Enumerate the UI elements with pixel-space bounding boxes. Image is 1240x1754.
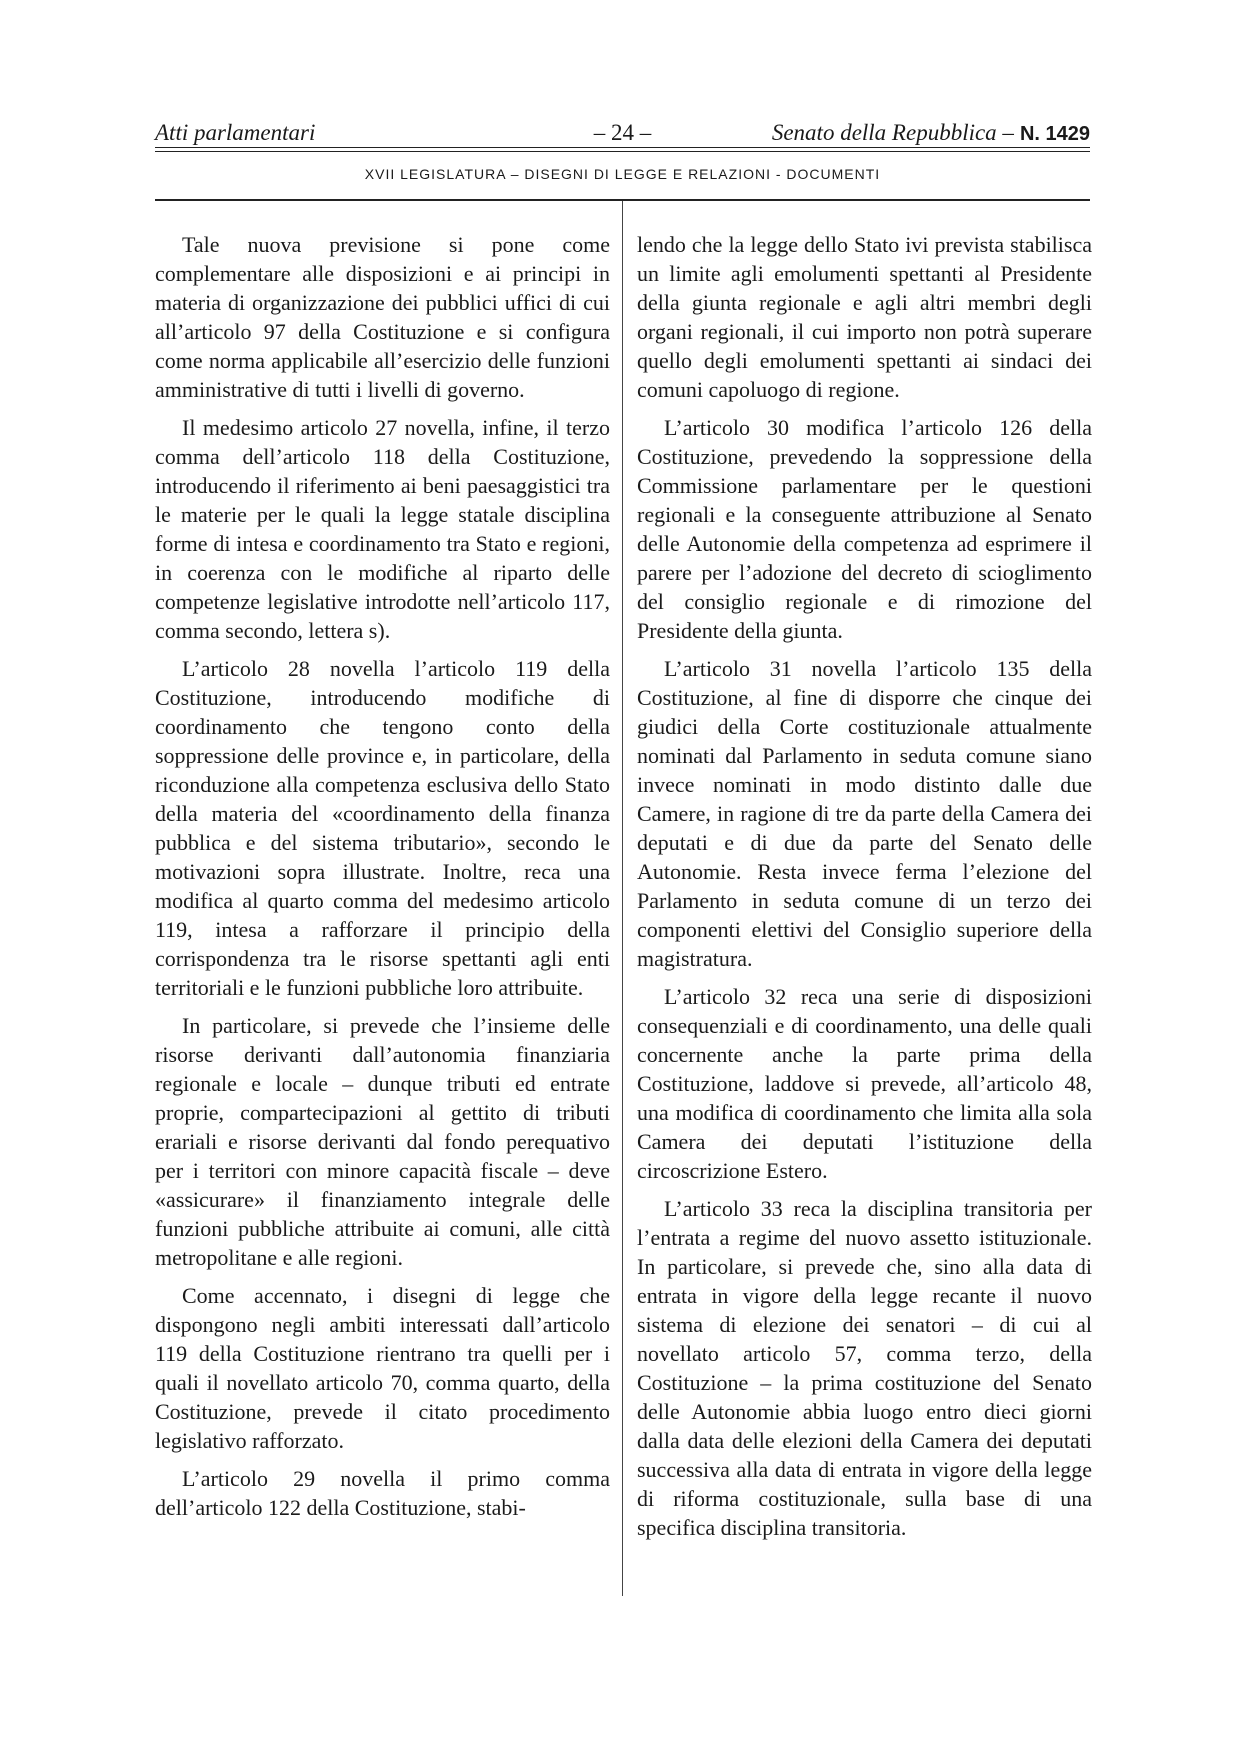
paragraph: L’articolo 31 novella l’articolo 135 della Costituzione, al fine di disporre che cinque dei giudici della Corte costituzionale attualmente nominati dal Parlamento in seduta comune siano invece nominati in modo distinto dalle due Camere, in ragione di tre da parte della Camera dei deputati e di due da parte del Senato delle Autonomie. Resta invece ferma l’elezione del Parlamento in seduta comune di un terzo dei componenti elettivi del Consiglio superiore della magistratura. xyxy=(637,656,1092,971)
paragraph: L’articolo 28 novella l’articolo 119 della Costituzione, introducendo modifiche di coordinamento che tengono conto della soppressione delle province e, in particolare, della riconduzione alla competenza esclusiva dello Stato della materia del «coordinamento della finanza pubblica e del sistema tributario», secondo le motivazioni sopra illustrate. Inoltre, reca una modifica al quarto comma del medesimo articolo 119, intesa a rafforzare il principio della corrispondenza tra le risorse spettanti agli enti territoriali e le funzioni pubbliche loro attribuite. xyxy=(155,656,610,1000)
left-column xyxy=(155,230,610,1531)
paragraph: L’articolo 33 reca la disciplina transitoria per l’entrata a regime del nuovo assetto istituzionale. In particolare, si prevede che, sino alla data di entrata in vigore della legge recante il nuovo sistema di elezione dei senatori – di cui al novellato articolo 57, comma terzo, della Costituzione – la prima costituzione del Senato delle Autonomie abbia luogo entro dieci giorni dalla data delle elezioni della Camera dei deputati successiva alla data di entrata in vigore della legge di riforma costituzionale, sulla base di una specifica disciplina transitoria. xyxy=(637,1196,1092,1540)
header-chamber-label: Senato della Repubblica – xyxy=(771,120,1014,145)
paragraph-continued: lendo che la legge dello Stato ivi prevista stabilisca un limite agli emolumenti spettanti al Presidente della giunta regionale e agli altri membri degli organi regionali, il cui importo non potrà superare quello degli emolumenti spettanti ai sindaci dei comuni capoluogo di regione. xyxy=(637,232,1092,402)
column-divider xyxy=(622,201,623,1596)
legislature-subtitle: XVII LEGISLATURA – DISEGNI DI LEGGE E RELAZIONI - DOCUMENTI xyxy=(364,166,881,182)
paragraph: L’articolo 29 novella il primo comma dell’articolo 122 della Costituzione, stabi- xyxy=(155,1466,610,1520)
page-number: – 24 – xyxy=(593,120,652,145)
paragraph: L’articolo 32 reca una serie di disposizioni consequenziali e di coordinamento, una delle quali concernente anche la parte prima della Costituzione, laddove si prevede, all’articolo 48, una modifica di coordinamento che limita alla sola Camera dei deputati l’istituzione della circoscrizione Estero. xyxy=(637,984,1092,1183)
header-publication: Atti parlamentari xyxy=(155,120,316,145)
document-number: N. 1429 xyxy=(1019,123,1090,145)
paragraph: Come accennato, i disegni di legge che dispongono negli ambiti interessati dall’articolo 119 della Costituzione rientrano tra quelli per i quali il novellato articolo 70, comma quarto, della Costituzione, prevede il citato procedimento legislativo rafforzato. xyxy=(155,1283,610,1453)
header-rule-bottom xyxy=(155,151,1090,152)
paragraph: Il medesimo articolo 27 novella, infine, il terzo comma dell’articolo 118 della Costituzione, introducendo il riferimento ai beni paesaggistici tra le materie per le quali la legge statale disciplina forme di intesa e coordinamento tra Stato e regioni, in coerenza con le modifiche al riparto delle competenze legislative introdotte nell’articolo 117, comma secondo, lettera s). xyxy=(155,415,610,643)
paragraph: L’articolo 30 modifica l’articolo 126 della Costituzione, prevedendo la soppressione della Commissione parlamentare per le questioni regionali e la conseguente attribuzione al Senato delle Autonomie della competenza ad esprimere il parere per l’adozione del decreto di scioglimento del consiglio regionale e di rimozione del Presidente della giunta. xyxy=(637,415,1092,643)
header-rule-top xyxy=(155,147,1090,148)
paragraph: In particolare, si prevede che l’insieme delle risorse derivanti dall’autonomia finanziaria regionale e locale – dunque tributi ed entrate proprie, compartecipazioni al gettito di tributi erariali e risorse derivanti dal fondo perequativo per i territori con minore capacità fiscale – deve «assicurare» il finanziamento integrale delle funzioni pubbliche attribuite ai comuni, alle città metropolitane e alle regioni. xyxy=(155,1013,610,1270)
paragraph: Tale nuova previsione si pone come complementare alle disposizioni e ai principi in materia di organizzazione dei pubblici uffici di cui all’articolo 97 della Costituzione e si configura come norma applicabile all’esercizio delle funzioni amministrative di tutti i livelli di governo. xyxy=(155,232,610,402)
header-chamber xyxy=(772,116,1090,151)
right-column xyxy=(637,230,1092,1551)
